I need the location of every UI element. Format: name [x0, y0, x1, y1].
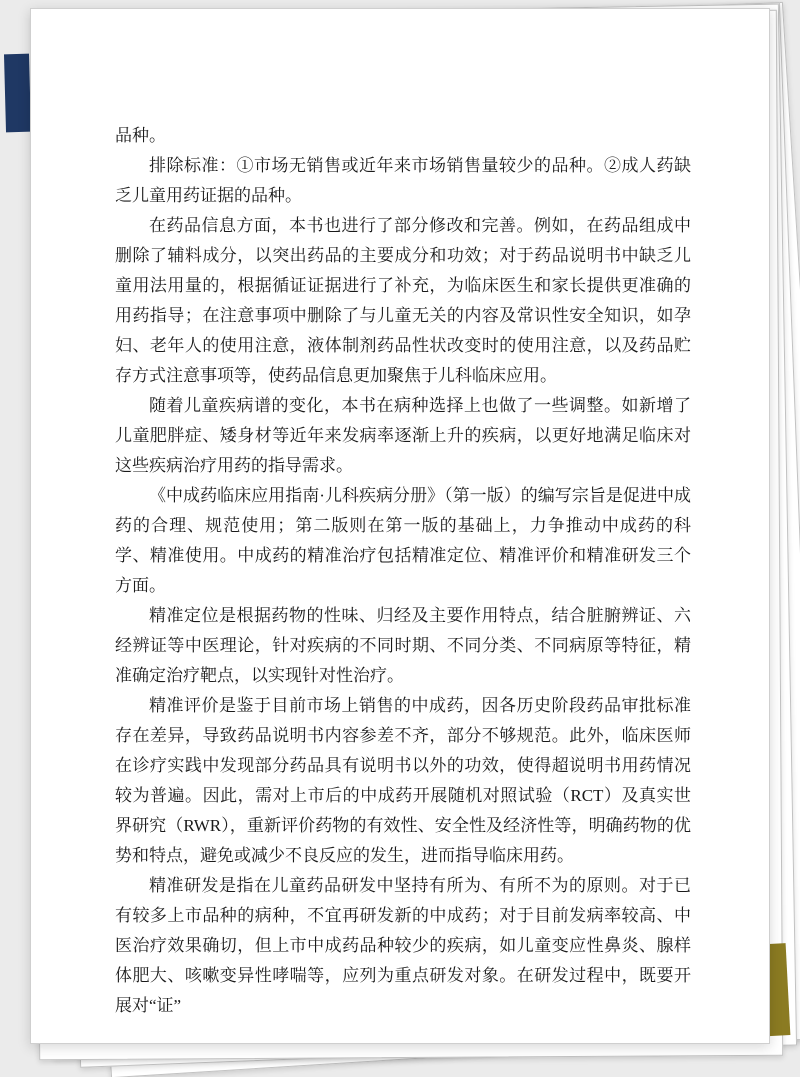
cover-navy-edge — [4, 54, 31, 133]
paragraph: 《中成药临床应用指南·儿科疾病分册》（第一版）的编写宗旨是促进中成药的合理、规范使用；第二版则在第一版的基础上，力争推动中成药的科学、精准使用。中成药的精准治疗包括精准定位、精准评价和精准研发三个方面。 — [115, 486, 691, 595]
page-text — [31, 9, 769, 1021]
paragraph: 在药品信息方面，本书也进行了部分修改和完善。例如，在药品组成中删除了辅料成分，以突出药品的主要成分和功效；对于药品说明书中缺乏儿童用法用量的，根据循证证据进行了补充，为临床医生和家长提供更准确的用药指导；在注意事项中删除了与儿童无关的内容及常识性安全知识，如孕妇、老年人的使用注意，液体制剂药品性状改变时的使用注意，以及药品贮存方式注意事项等，使药品信息更加聚焦于儿科临床应用。 — [115, 216, 691, 385]
paragraph: 排除标准：①市场无销售或近年来市场销售量较少的品种。②成人药缺乏儿童用药证据的品种。 — [115, 156, 691, 205]
paragraph: 品种。 — [115, 126, 166, 145]
paragraph: 精准定位是根据药物的性味、归经及主要作用特点，结合脏腑辨证、六经辨证等中医理论，针对疾病的不同时期、不同分类、不同病原等特征，精准确定治疗靶点，以实现针对性治疗。 — [115, 606, 691, 685]
paragraph: 精准研发是指在儿童药品研发中坚持有所为、有所不为的原则。对于已有较多上市品种的病种，不宜再研发新的中成药；对于目前发病率较高、中医治疗效果确切，但上市中成药品种较少的疾病，如儿童变应性鼻炎、腺样体肥大、咳嗽变异性哮喘等，应列为重点研发对象。在研发过程中，既要开展对“证” — [115, 876, 691, 1015]
paragraph: 随着儿童疾病谱的变化，本书在病种选择上也做了一些调整。如新增了儿童肥胖症、矮身材等近年来发病率逐渐上升的疾病，以更好地满足临床对这些疾病治疗用药的指导需求。 — [115, 396, 691, 475]
paragraph: 精准评价是鉴于目前市场上销售的中成药，因各历史阶段药品审批标准存在差异，导致药品说明书内容参差不齐，部分不够规范。此外，临床医师在诊疗实践中发现部分药品具有说明书以外的功效，使得超说明书用药情况较为普遍。因此，需对上市后的中成药开展随机对照试验（RCT）及真实世界研究（RWR），重新评价药物的有效性、安全性及经济性等，明确药物的优势和特点，避免或减少不良反应的发生，进而指导临床用药。 — [115, 696, 691, 865]
document-page — [30, 8, 770, 1044]
